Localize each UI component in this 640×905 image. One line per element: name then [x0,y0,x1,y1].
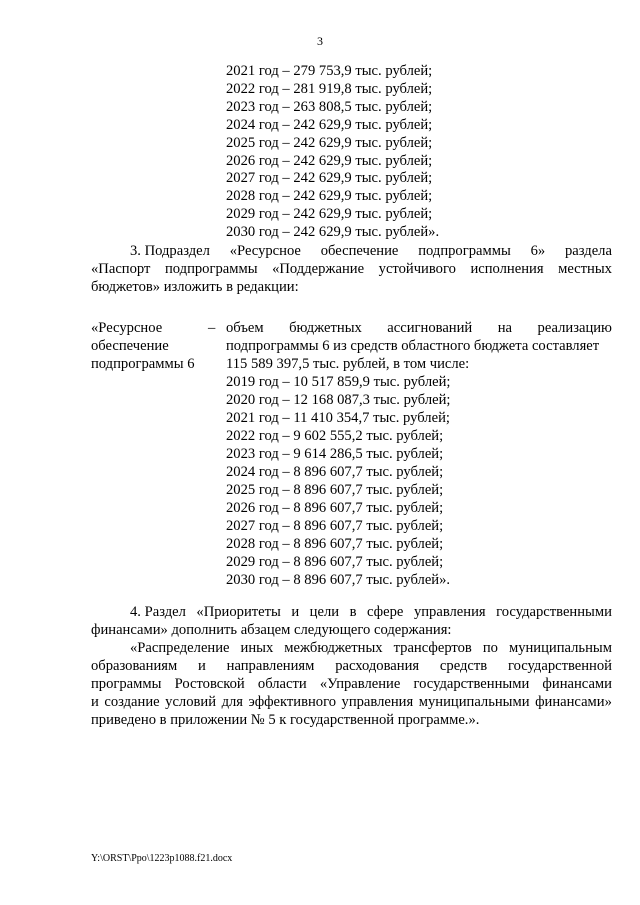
resource-value [226,319,612,589]
word: «Поддержание [272,261,365,277]
year-line: 2029 год – 8 896 607,7 тыс. рублей; [226,554,444,570]
word: направлениям [226,658,315,674]
year-line: 2022 год – 9 602 555,2 тыс. рублей; [226,428,444,444]
year-line: 2025 год – 8 896 607,7 тыс. рублей; [226,482,444,498]
year-line: 2030 год – 8 896 607,7 тыс. рублей». [226,572,451,588]
year-line: 2020 год – 12 168 087,3 тыс. рублей; [226,392,451,408]
word: эффективного [248,694,336,710]
word: государственными [413,676,530,692]
word: межбюджетных [284,640,383,656]
year-line: 2025 год – 242 629,9 тыс. рублей; [226,134,433,151]
item4-quote-line1 [91,639,612,657]
word: объем [226,320,264,336]
resource-year-list [226,373,612,589]
year-line: 2028 год – 8 896 607,7 тыс. рублей; [226,536,444,552]
year-line: 2021 год – 11 410 354,7 тыс. рублей; [226,410,450,426]
word: обеспечение [320,243,399,259]
item4-quote-line2 [91,657,612,675]
page-number: 3 [317,34,323,48]
year-line: 2019 год – 10 517 859,9 тыс. рублей; [226,374,451,390]
year-line: 2023 год – 263 808,5 тыс. рублей; [226,98,433,115]
word: «Распределение [130,640,230,656]
word: цели [309,604,340,620]
word: образованиям [91,658,178,674]
word: 6» [530,243,546,259]
top-year-list [226,63,439,242]
word: иных [240,640,274,656]
year-line: 2027 год – 242 629,9 тыс. рублей; [226,170,433,187]
label-line: подпрограммы 6 [91,356,195,372]
item4-line1 [91,603,612,621]
word: исполнения [470,261,544,277]
year-line: 2022 год – 281 919,8 тыс. рублей; [226,80,433,97]
item4-paragraph [91,603,612,729]
word: «Ресурсное [229,243,301,259]
year-line: 2027 год – 8 896 607,7 тыс. рублей; [226,518,444,534]
word: в [349,604,357,620]
resource-value-line1 [226,319,612,337]
year-line: 2024 год – 8 896 607,7 тыс. рублей; [226,464,444,480]
item4-quote-line3 [91,675,612,693]
word: устойчивого [378,261,456,277]
word: условий [165,694,217,710]
word: сфере [367,604,404,620]
label-line: «Ресурсное [91,320,163,336]
word: средств [439,658,488,674]
year-line: 2030 год – 242 629,9 тыс. рублей». [226,224,440,241]
item3-line1 [91,242,612,260]
word: финансами [542,676,612,692]
word: подпрограммы [164,261,258,277]
resource-value-line3: 115 589 397,5 тыс. рублей, в том числе: [226,356,470,372]
year-line: 2029 год – 242 629,9 тыс. рублей; [226,206,433,223]
word: 4. Раздел [130,604,186,620]
word: раздела [565,243,612,259]
word: и [291,604,300,620]
year-line: 2026 год – 8 896 607,7 тыс. рублей; [226,500,444,516]
footer-file-path: Y:\ORST\Ppo\1223p1088.f21.docx [91,853,233,864]
word: и [91,694,99,710]
word: области [257,676,307,692]
word: «Приоритеты [196,604,281,620]
word: местных [558,261,612,277]
word: расходования [335,658,420,674]
item3-line3: бюджетов» изложить в редакции: [91,279,299,295]
word: муниципальным [508,640,612,656]
word: на [497,320,513,336]
word: управления [341,694,414,710]
word: Ростовской [174,676,245,692]
word: бюджетных [289,320,362,336]
year-line: 2028 год – 242 629,9 тыс. рублей; [226,188,433,205]
word: трансфертов [393,640,472,656]
resource-label [91,319,211,373]
word: по [482,640,498,656]
word: государственной [507,658,612,674]
word: государственными [496,604,612,620]
resource-dash: – [208,320,216,336]
word: «Паспорт [91,261,151,277]
word: и [198,658,206,674]
item4-quote-line4 [91,693,612,711]
word: реализацию [537,320,612,336]
item4-quote-line5: приведено в приложении № 5 к государственной программе.». [91,712,480,728]
word: подпрограммы [418,243,511,259]
item3-line2 [91,260,612,278]
word: программы [91,676,162,692]
year-line: 2023 год – 9 614 286,5 тыс. рублей; [226,446,444,462]
word: 3. Подраздел [130,243,210,259]
word: ассигнований [387,320,473,336]
item3-paragraph [91,242,612,296]
year-line: 2021 год – 279 753,9 тыс. рублей; [226,63,433,79]
word: создание [104,694,160,710]
year-line: 2026 год – 242 629,9 тыс. рублей; [226,152,433,169]
resource-value-line2: подпрограммы 6 из средств областного бюджета составляет [226,338,600,354]
word: «Управление [319,676,401,692]
word: муниципальными [418,694,530,710]
word: финансами» [535,694,612,710]
item4-line2: финансами» дополнить абзацем следующего содержания: [91,622,452,638]
word: управления [413,604,486,620]
label-line: обеспечение [91,338,169,354]
word: для [221,694,243,710]
year-line: 2024 год – 242 629,9 тыс. рублей; [226,116,433,133]
